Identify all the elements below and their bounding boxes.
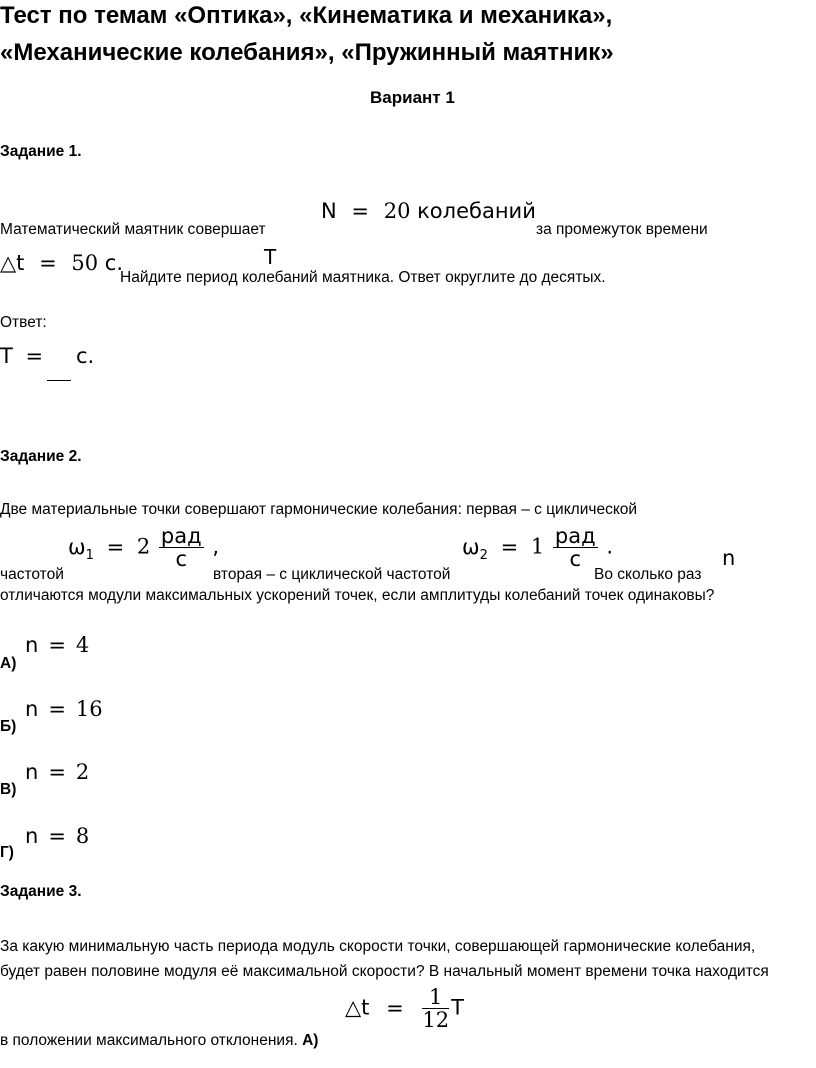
omega-1-symbol: $\omega_1$ (68, 534, 94, 563)
task-3-text-line-1: За какую минимальную часть периода модуль скорости точки, совершающей гармонические колебания, (0, 938, 756, 955)
task-2-text-freq-1: частотой (0, 566, 64, 583)
formula-n-unit: колебаний (417, 199, 536, 223)
omega-2-num: 1 (530, 534, 545, 559)
answer-eq: = (25, 344, 44, 368)
option-a-formula: n = 4 (25, 633, 90, 657)
omega-1-num: 2 (136, 534, 151, 559)
task-3-text-line-2: будет равен половине модуля её максимальной скорости? В начальный момент времени точка находится (0, 963, 769, 980)
option-b-label[interactable]: Б) (0, 718, 17, 735)
formula-n-eq: = (351, 199, 370, 223)
answer-label: Ответ: (0, 314, 47, 331)
task-1-text-start: Математический маятник совершает (0, 221, 266, 238)
formula-3-fraction (422, 986, 449, 1031)
task-2-text-line-3: отличаются модули максимальных ускорений точек, если амплитуды колебаний точек одинаковы? (0, 587, 715, 604)
omega-2-fraction (553, 525, 598, 570)
page-title-line-1: Тест по темам «Оптика», «Кинематика и механика», (0, 2, 613, 29)
task-3-text-line-3: в положении максимального отклонения. А) (0, 1032, 319, 1049)
task-2-text-line-1: Две материальные точки совершают гармонические колебания: первая – с циклической (0, 501, 638, 518)
option-a-label[interactable]: А) (0, 655, 17, 672)
answer-unit: с. (76, 344, 95, 368)
omega-1-punct: , (212, 534, 220, 559)
formula-t-num: 50 (71, 251, 99, 275)
formula-3-denominator: 12 (422, 1008, 450, 1032)
task-2-text-question: Во сколько раз (594, 566, 702, 583)
task-1-heading: Задание 1. (0, 143, 82, 160)
option-b-formula: n = 16 (25, 697, 103, 721)
task-3-option-a-label[interactable]: А) (302, 1032, 319, 1049)
formula-omega-2 (462, 525, 613, 570)
omega-1-eq: = (106, 534, 125, 559)
symbol-n: n (722, 546, 736, 570)
omega-2-eq: = (500, 534, 519, 559)
formula-omega-1 (68, 525, 219, 570)
formula-3-lhs: △t (345, 995, 370, 1020)
omega-2-punct: . (606, 534, 614, 559)
symbol-period-t: T (264, 245, 277, 269)
variant-heading: Вариант 1 (370, 88, 455, 107)
page-title-line-2: «Механические колебания», «Пружинный маятник» (0, 39, 614, 66)
answer-formula (0, 343, 49, 369)
omega-1-numerator: рад (160, 524, 202, 548)
answer-lhs: T (0, 344, 13, 368)
task-1-text-mid: за промежуток времени (536, 221, 708, 238)
formula-3-period: T (451, 995, 464, 1020)
omega-2-symbol: $\omega_2$ (462, 534, 488, 563)
formula-t-eq: = (39, 251, 57, 275)
task-3-heading: Задание 3. (0, 883, 82, 900)
option-d-formula: n = 8 (25, 824, 90, 848)
formula-n-oscillations (321, 198, 536, 224)
formula-n-lhs: N (321, 199, 337, 223)
omega-1-denominator: с (175, 547, 188, 571)
task-1-text-end: Найдите период колебаний маятника. Ответ округлите до десятых. (120, 269, 606, 286)
task-2-text-freq-2: вторая – с циклической частотой (213, 566, 451, 583)
omega-1-fraction (159, 525, 204, 570)
task-2-heading: Задание 2. (0, 448, 82, 465)
option-c-formula: n = 2 (25, 760, 90, 784)
formula-3-eq: = (386, 995, 404, 1020)
option-c-label[interactable]: В) (0, 781, 17, 798)
formula-delta-t (0, 250, 123, 276)
formula-t-lhs: △t (0, 251, 25, 275)
formula-task-3 (345, 986, 464, 1031)
omega-2-denominator: с (569, 547, 582, 571)
option-d-label[interactable]: Г) (0, 844, 14, 861)
answer-blank-line[interactable] (47, 380, 71, 381)
formula-3-numerator: 1 (422, 986, 449, 1009)
formula-t-unit: с. (104, 251, 124, 275)
omega-2-numerator: рад (554, 524, 596, 548)
formula-n-num: 20 (383, 199, 411, 223)
